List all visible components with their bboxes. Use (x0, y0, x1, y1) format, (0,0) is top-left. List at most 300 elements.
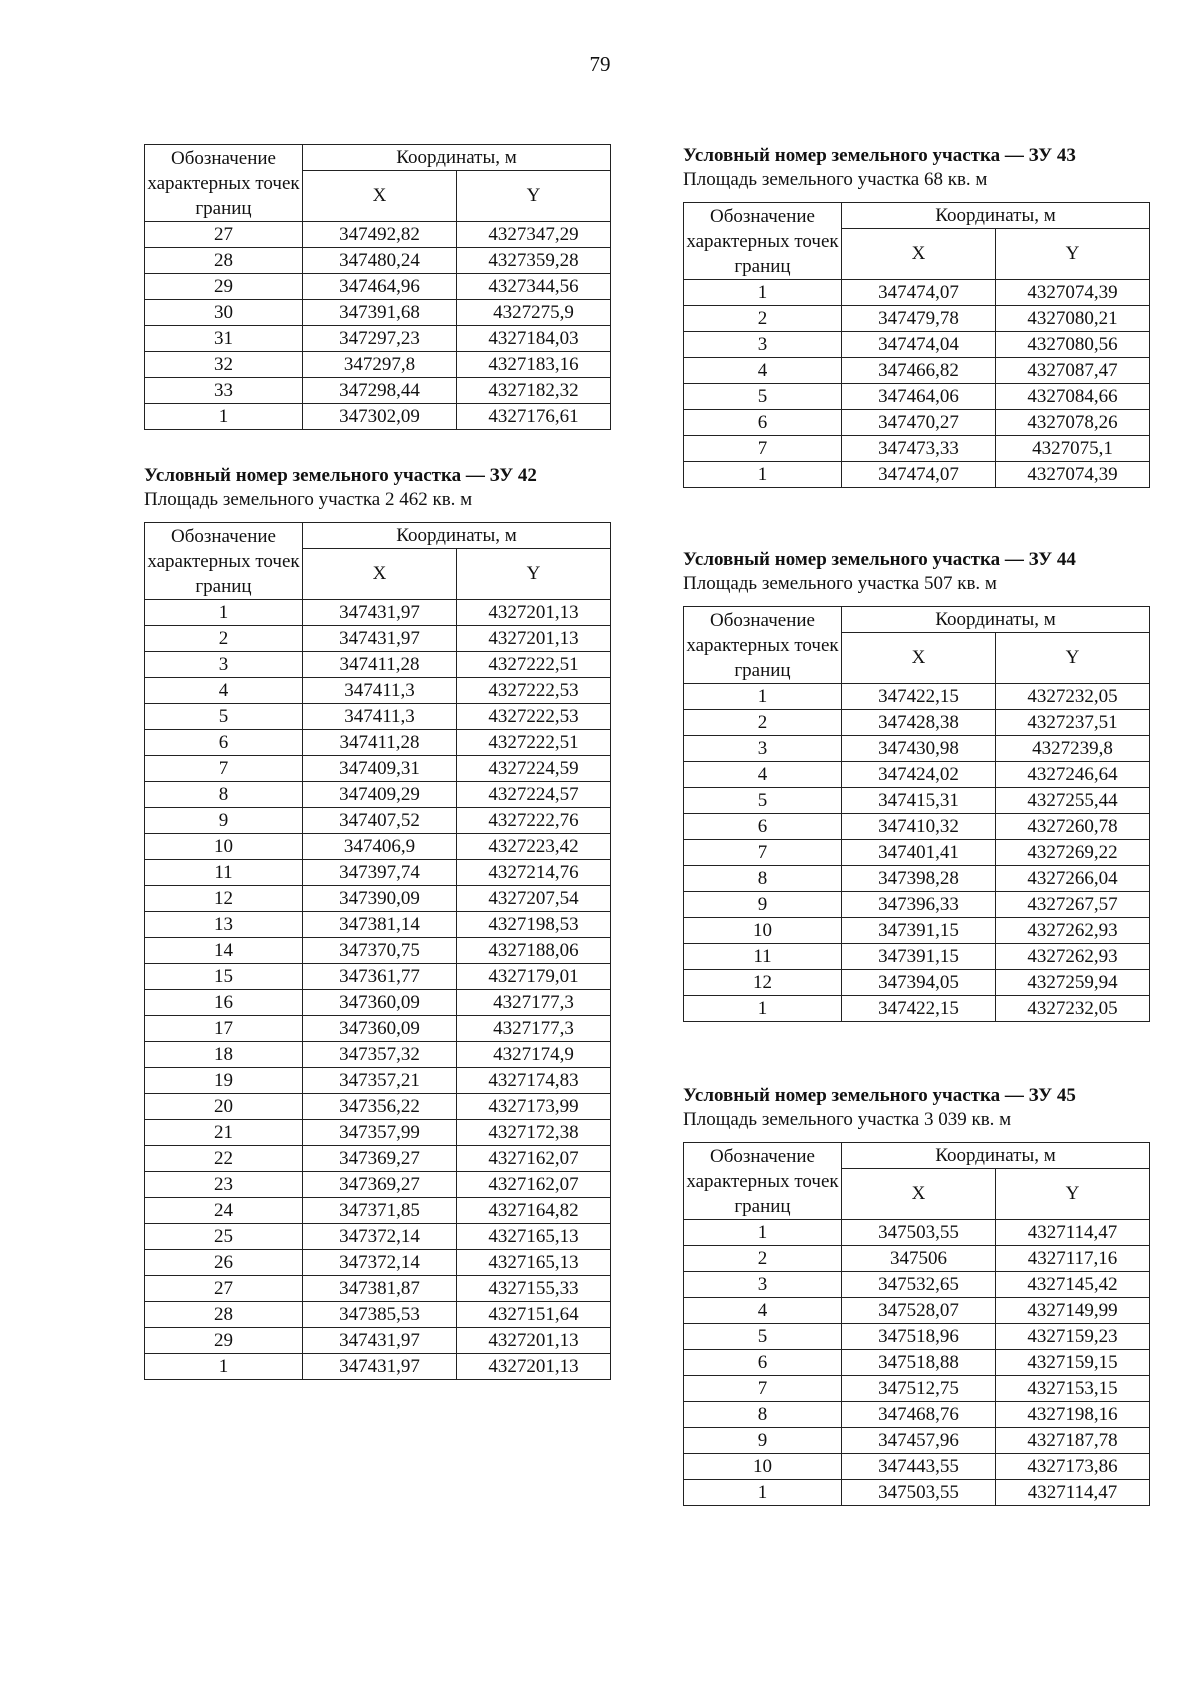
point-number: 17 (145, 1016, 303, 1042)
coord-x: 347394,05 (842, 970, 996, 996)
point-number: 1 (684, 684, 842, 710)
coord-x: 347297,23 (303, 326, 457, 352)
coord-y: 4327149,99 (996, 1298, 1150, 1324)
coord-x: 347518,96 (842, 1324, 996, 1350)
parcel-zu43-block (683, 144, 1150, 488)
coord-x: 347503,55 (842, 1480, 996, 1506)
coord-x: 347443,55 (842, 1454, 996, 1480)
coordinates-table (683, 606, 1150, 1022)
coord-y: 4327162,07 (457, 1172, 611, 1198)
point-number: 27 (145, 1276, 303, 1302)
table-row (145, 860, 611, 886)
coord-y: 4327159,15 (996, 1350, 1150, 1376)
table-row (684, 1376, 1150, 1402)
coord-x: 347473,33 (842, 436, 996, 462)
point-number: 32 (145, 352, 303, 378)
table-row (684, 1324, 1150, 1350)
coord-x: 347411,3 (303, 678, 457, 704)
coord-x: 347410,32 (842, 814, 996, 840)
point-number: 28 (145, 1302, 303, 1328)
point-number: 7 (145, 756, 303, 782)
coord-x: 347431,97 (303, 626, 457, 652)
point-number: 1 (684, 1220, 842, 1246)
point-number: 13 (145, 912, 303, 938)
table-row (684, 1298, 1150, 1324)
parcel-area: Площадь земельного участка 2 462 кв. м (144, 489, 473, 510)
point-number: 12 (684, 970, 842, 996)
coord-x: 347398,28 (842, 866, 996, 892)
point-number: 30 (145, 300, 303, 326)
coordinates-table (683, 202, 1150, 488)
point-number: 2 (684, 1246, 842, 1272)
table-row (684, 1402, 1150, 1428)
point-number: 28 (145, 248, 303, 274)
point-number: 25 (145, 1224, 303, 1250)
coord-x: 347470,27 (842, 410, 996, 436)
table-row (684, 1220, 1150, 1246)
coord-y: 4327237,51 (996, 710, 1150, 736)
coord-x: 347492,82 (303, 222, 457, 248)
coord-y: 4327165,13 (457, 1224, 611, 1250)
coord-y: 4327232,05 (996, 684, 1150, 710)
table-row (145, 1276, 611, 1302)
table-row (145, 1250, 611, 1276)
coord-x: 347357,32 (303, 1042, 457, 1068)
parcel-area: Площадь земельного участка 507 кв. м (683, 573, 997, 594)
header-point-designation: Обозначение характерных точек границ (684, 1143, 842, 1220)
parcel-area: Площадь земельного участка 3 039 кв. м (683, 1109, 1012, 1130)
coord-x: 347422,15 (842, 996, 996, 1022)
coord-y: 4327267,57 (996, 892, 1150, 918)
coord-x: 347411,3 (303, 704, 457, 730)
header-x: X (303, 549, 457, 600)
table-row (684, 1272, 1150, 1298)
table-row (684, 1428, 1150, 1454)
point-number: 1 (684, 280, 842, 306)
coord-x: 347503,55 (842, 1220, 996, 1246)
coord-x: 347298,44 (303, 378, 457, 404)
table-row (145, 704, 611, 730)
parcel-title: Условный номер земельного участка — ЗУ 43 (683, 145, 1076, 166)
point-number: 1 (684, 996, 842, 1022)
table-row (145, 404, 611, 430)
point-number: 2 (145, 626, 303, 652)
coord-x: 347468,76 (842, 1402, 996, 1428)
table-row (145, 352, 611, 378)
coord-x: 347372,14 (303, 1250, 457, 1276)
table-row (145, 326, 611, 352)
coordinates-table (144, 522, 611, 1380)
coordinates-table (144, 144, 611, 430)
coord-x: 347360,09 (303, 990, 457, 1016)
coord-y: 4327232,05 (996, 996, 1150, 1022)
table-row (145, 1042, 611, 1068)
coord-y: 4327159,23 (996, 1324, 1150, 1350)
point-number: 8 (145, 782, 303, 808)
point-number: 10 (684, 1454, 842, 1480)
header-coordinates: Координаты, м (842, 1143, 1150, 1169)
table-row (145, 964, 611, 990)
coord-y: 4327162,07 (457, 1146, 611, 1172)
point-number: 8 (684, 866, 842, 892)
table-row (684, 1454, 1150, 1480)
header-coordinates: Координаты, м (303, 145, 611, 171)
coord-x: 347381,87 (303, 1276, 457, 1302)
parcel-continuation-block (144, 144, 611, 430)
coord-x: 347409,31 (303, 756, 457, 782)
parcel-title: Условный номер земельного участка — ЗУ 44 (683, 549, 1076, 570)
point-number: 22 (145, 1146, 303, 1172)
table-row (684, 996, 1150, 1022)
coord-y: 4327153,15 (996, 1376, 1150, 1402)
header-coordinates: Координаты, м (842, 607, 1150, 633)
table-row (145, 730, 611, 756)
coord-y: 4327174,83 (457, 1068, 611, 1094)
point-number: 29 (145, 274, 303, 300)
table-row (145, 808, 611, 834)
table-row (684, 1350, 1150, 1376)
coord-y: 4327222,53 (457, 678, 611, 704)
coord-y: 4327224,59 (457, 756, 611, 782)
table-row (684, 1246, 1150, 1272)
coord-y: 4327080,56 (996, 332, 1150, 358)
point-number: 15 (145, 964, 303, 990)
coord-x: 347464,96 (303, 274, 457, 300)
point-number: 11 (145, 860, 303, 886)
header-coordinates: Координаты, м (303, 523, 611, 549)
table-row (145, 1172, 611, 1198)
coord-y: 4327183,16 (457, 352, 611, 378)
coord-y: 4327114,47 (996, 1220, 1150, 1246)
point-number: 7 (684, 1376, 842, 1402)
header-point-designation: Обозначение характерных точек границ (684, 203, 842, 280)
parcel-zu44-block (683, 548, 1150, 1022)
coord-x: 347431,97 (303, 1328, 457, 1354)
coord-x: 347518,88 (842, 1350, 996, 1376)
coord-x: 347415,31 (842, 788, 996, 814)
table-row (684, 1480, 1150, 1506)
point-number: 14 (145, 938, 303, 964)
coord-y: 4327198,16 (996, 1402, 1150, 1428)
header-y: Y (457, 549, 611, 600)
coord-x: 347411,28 (303, 652, 457, 678)
coord-x: 347390,09 (303, 886, 457, 912)
coord-x: 347396,33 (842, 892, 996, 918)
coord-x: 347532,65 (842, 1272, 996, 1298)
point-number: 7 (684, 840, 842, 866)
coord-y: 4327223,42 (457, 834, 611, 860)
table-row (145, 652, 611, 678)
coord-y: 4327173,86 (996, 1454, 1150, 1480)
coord-x: 347360,09 (303, 1016, 457, 1042)
table-row (684, 306, 1150, 332)
coord-y: 4327145,42 (996, 1272, 1150, 1298)
table-row (145, 1354, 611, 1380)
point-number: 9 (145, 808, 303, 834)
point-number: 3 (684, 332, 842, 358)
coord-y: 4327259,94 (996, 970, 1150, 996)
coord-x: 347391,15 (842, 918, 996, 944)
point-number: 6 (684, 410, 842, 436)
table-row (145, 678, 611, 704)
table-row (145, 1094, 611, 1120)
table-row (145, 886, 611, 912)
coord-y: 4327080,21 (996, 306, 1150, 332)
point-number: 1 (684, 1480, 842, 1506)
coord-x: 347356,22 (303, 1094, 457, 1120)
point-number: 9 (684, 892, 842, 918)
coord-x: 347370,75 (303, 938, 457, 964)
point-number: 5 (684, 788, 842, 814)
coord-x: 347369,27 (303, 1146, 457, 1172)
table-row (684, 436, 1150, 462)
table-row (145, 990, 611, 1016)
coord-x: 347424,02 (842, 762, 996, 788)
coord-y: 4327074,39 (996, 462, 1150, 488)
coord-y: 4327222,51 (457, 652, 611, 678)
header-coordinates: Координаты, м (842, 203, 1150, 229)
table-row (145, 222, 611, 248)
table-row (684, 684, 1150, 710)
header-y: Y (996, 1169, 1150, 1220)
table-row (145, 1302, 611, 1328)
point-number: 9 (684, 1428, 842, 1454)
point-number: 23 (145, 1172, 303, 1198)
coord-y: 4327074,39 (996, 280, 1150, 306)
coord-y: 4327177,3 (457, 990, 611, 1016)
coord-y: 4327182,32 (457, 378, 611, 404)
coord-x: 347474,07 (842, 280, 996, 306)
table-row (145, 1068, 611, 1094)
coord-y: 4327165,13 (457, 1250, 611, 1276)
coord-x: 347391,15 (842, 944, 996, 970)
table-row (684, 358, 1150, 384)
table-row (145, 782, 611, 808)
point-number: 6 (684, 1350, 842, 1376)
coord-y: 4327246,64 (996, 762, 1150, 788)
point-number: 1 (145, 404, 303, 430)
coord-y: 4327117,16 (996, 1246, 1150, 1272)
coord-x: 347474,07 (842, 462, 996, 488)
point-number: 1 (145, 1354, 303, 1380)
parcel-zu42-block (144, 464, 611, 1380)
coord-y: 4327347,29 (457, 222, 611, 248)
coord-y: 4327269,22 (996, 840, 1150, 866)
parcel-title: Условный номер земельного участка — ЗУ 42 (144, 465, 537, 486)
header-y: Y (996, 229, 1150, 280)
coord-x: 347411,28 (303, 730, 457, 756)
table-row (145, 912, 611, 938)
coord-x: 347401,41 (842, 840, 996, 866)
header-x: X (842, 229, 996, 280)
table-row (145, 300, 611, 326)
parcel-area: Площадь земельного участка 68 кв. м (683, 169, 988, 190)
point-number: 1 (684, 462, 842, 488)
table-row (684, 944, 1150, 970)
coord-y: 4327201,13 (457, 626, 611, 652)
coord-y: 4327164,82 (457, 1198, 611, 1224)
table-row (145, 1146, 611, 1172)
coord-x: 347381,14 (303, 912, 457, 938)
header-point-designation: Обозначение характерных точек границ (145, 145, 303, 222)
coordinates-table (683, 1142, 1150, 1506)
table-row (684, 918, 1150, 944)
point-number: 29 (145, 1328, 303, 1354)
table-row (145, 938, 611, 964)
coord-y: 4327222,53 (457, 704, 611, 730)
table-row (684, 892, 1150, 918)
coord-x: 347406,9 (303, 834, 457, 860)
coord-y: 4327172,38 (457, 1120, 611, 1146)
table-row (684, 384, 1150, 410)
coord-y: 4327075,1 (996, 436, 1150, 462)
coord-y: 4327222,76 (457, 808, 611, 834)
header-y: Y (996, 633, 1150, 684)
point-number: 5 (684, 384, 842, 410)
table-row (684, 814, 1150, 840)
table-row (684, 710, 1150, 736)
point-number: 27 (145, 222, 303, 248)
coord-y: 4327266,04 (996, 866, 1150, 892)
header-x: X (842, 633, 996, 684)
coord-x: 347397,74 (303, 860, 457, 886)
point-number: 3 (684, 736, 842, 762)
point-number: 3 (684, 1272, 842, 1298)
table-row (684, 736, 1150, 762)
coord-x: 347302,09 (303, 404, 457, 430)
coord-x: 347528,07 (842, 1298, 996, 1324)
coord-x: 347430,98 (842, 736, 996, 762)
coord-x: 347479,78 (842, 306, 996, 332)
point-number: 2 (684, 710, 842, 736)
point-number: 8 (684, 1402, 842, 1428)
coord-y: 4327239,8 (996, 736, 1150, 762)
point-number: 12 (145, 886, 303, 912)
point-number: 2 (684, 306, 842, 332)
header-x: X (303, 171, 457, 222)
table-row (145, 1016, 611, 1042)
table-row (684, 866, 1150, 892)
point-number: 3 (145, 652, 303, 678)
point-number: 4 (145, 678, 303, 704)
coord-x: 347357,21 (303, 1068, 457, 1094)
point-number: 4 (684, 1298, 842, 1324)
point-number: 10 (145, 834, 303, 860)
header-y: Y (457, 171, 611, 222)
table-row (145, 1198, 611, 1224)
table-row (684, 788, 1150, 814)
coord-y: 4327187,78 (996, 1428, 1150, 1454)
page-number: 79 (589, 52, 611, 76)
point-number: 11 (684, 944, 842, 970)
point-number: 6 (684, 814, 842, 840)
table-row (684, 462, 1150, 488)
table-row (684, 280, 1150, 306)
coord-y: 4327151,64 (457, 1302, 611, 1328)
point-number: 21 (145, 1120, 303, 1146)
coord-y: 4327184,03 (457, 326, 611, 352)
coord-y: 4327176,61 (457, 404, 611, 430)
coord-x: 347409,29 (303, 782, 457, 808)
coord-x: 347464,06 (842, 384, 996, 410)
coord-y: 4327201,13 (457, 600, 611, 626)
table-row (145, 600, 611, 626)
coord-x: 347357,99 (303, 1120, 457, 1146)
coord-x: 347474,04 (842, 332, 996, 358)
coord-x: 347457,96 (842, 1428, 996, 1454)
coord-x: 347385,53 (303, 1302, 457, 1328)
coord-y: 4327255,44 (996, 788, 1150, 814)
coord-x: 347297,8 (303, 352, 457, 378)
point-number: 26 (145, 1250, 303, 1276)
coord-x: 347422,15 (842, 684, 996, 710)
table-row (684, 840, 1150, 866)
coord-y: 4327262,93 (996, 944, 1150, 970)
point-number: 6 (145, 730, 303, 756)
coord-x: 347431,97 (303, 1354, 457, 1380)
table-row (145, 274, 611, 300)
coord-y: 4327222,51 (457, 730, 611, 756)
coord-y: 4327087,47 (996, 358, 1150, 384)
parcel-zu45-block (683, 1084, 1150, 1506)
point-number: 5 (684, 1324, 842, 1350)
table-row (145, 756, 611, 782)
header-x: X (842, 1169, 996, 1220)
coord-y: 4327173,99 (457, 1094, 611, 1120)
point-number: 33 (145, 378, 303, 404)
coord-x: 347407,52 (303, 808, 457, 834)
coord-y: 4327078,26 (996, 410, 1150, 436)
coord-x: 347431,97 (303, 600, 457, 626)
table-row (145, 1224, 611, 1250)
table-row (684, 762, 1150, 788)
coord-x: 347506 (842, 1246, 996, 1272)
table-row (145, 1328, 611, 1354)
coord-y: 4327155,33 (457, 1276, 611, 1302)
coord-x: 347512,75 (842, 1376, 996, 1402)
coord-x: 347372,14 (303, 1224, 457, 1250)
coord-y: 4327174,9 (457, 1042, 611, 1068)
coord-x: 347466,82 (842, 358, 996, 384)
coord-y: 4327344,56 (457, 274, 611, 300)
coord-y: 4327359,28 (457, 248, 611, 274)
coord-x: 347361,77 (303, 964, 457, 990)
point-number: 31 (145, 326, 303, 352)
coord-y: 4327224,57 (457, 782, 611, 808)
table-row (145, 248, 611, 274)
point-number: 4 (684, 358, 842, 384)
coord-y: 4327201,13 (457, 1354, 611, 1380)
coord-x: 347371,85 (303, 1198, 457, 1224)
coord-y: 4327177,3 (457, 1016, 611, 1042)
coord-y: 4327179,01 (457, 964, 611, 990)
point-number: 20 (145, 1094, 303, 1120)
point-number: 24 (145, 1198, 303, 1224)
table-row (145, 378, 611, 404)
table-row (145, 626, 611, 652)
coord-y: 4327275,9 (457, 300, 611, 326)
table-row (145, 834, 611, 860)
parcel-title: Условный номер земельного участка — ЗУ 45 (683, 1085, 1076, 1106)
header-point-designation: Обозначение характерных точек границ (145, 523, 303, 600)
coord-x: 347480,24 (303, 248, 457, 274)
coord-y: 4327214,76 (457, 860, 611, 886)
coord-y: 4327114,47 (996, 1480, 1150, 1506)
table-row (684, 410, 1150, 436)
point-number: 1 (145, 600, 303, 626)
point-number: 19 (145, 1068, 303, 1094)
point-number: 10 (684, 918, 842, 944)
